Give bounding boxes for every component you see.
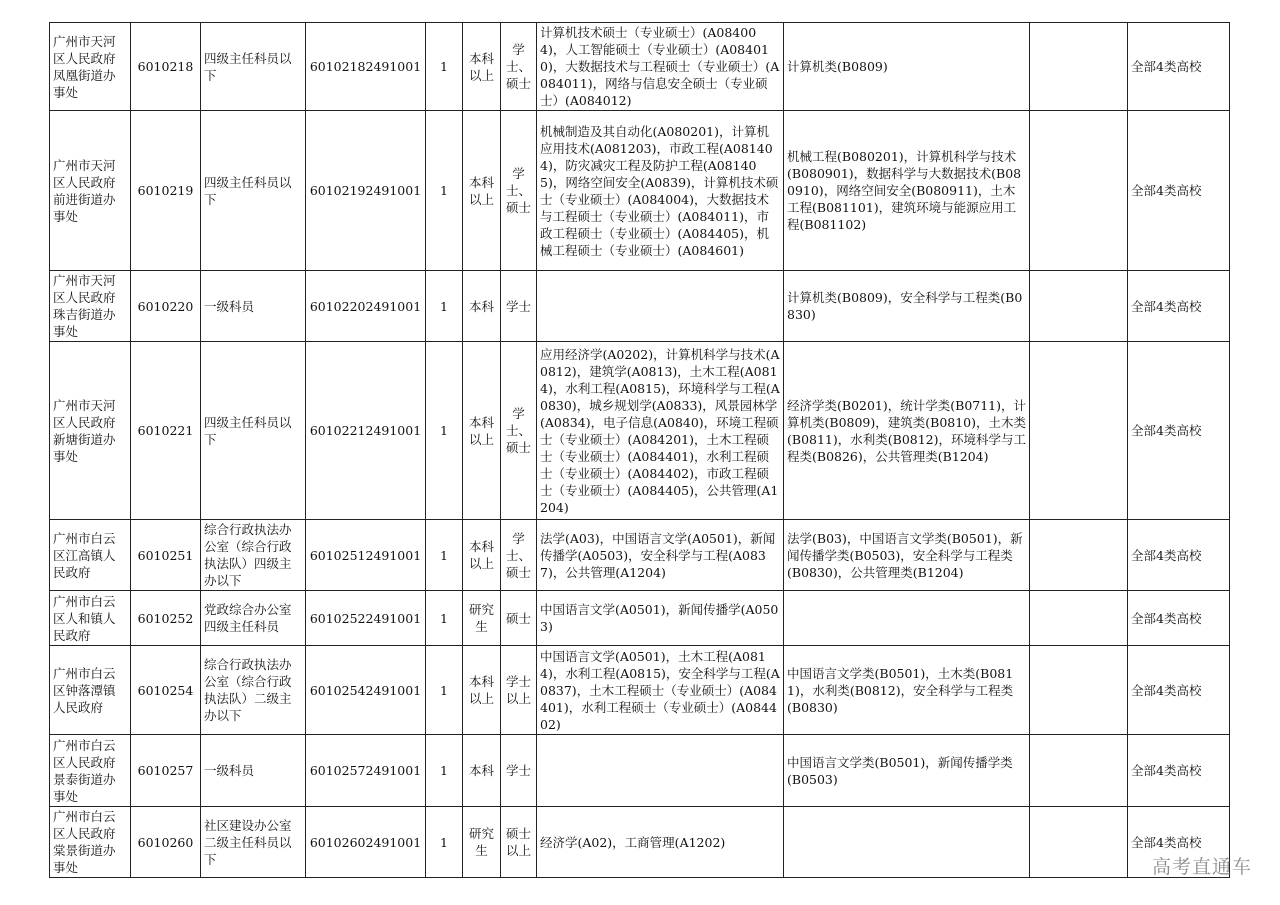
count-cell: 1: [426, 591, 463, 646]
education-cell: 研究生: [463, 807, 501, 878]
undergrad-majors-cell: 计算机类(B0809): [784, 23, 1030, 111]
education-cell: 本科以上: [463, 111, 501, 271]
other-cell: [1030, 271, 1128, 342]
schools-cell: 全部4类高校: [1128, 271, 1230, 342]
count-cell: 1: [426, 646, 463, 735]
other-cell: [1030, 591, 1128, 646]
schools-cell: 全部4类高校: [1128, 807, 1230, 878]
unit-cell: 广州市天河区人民政府新塘街道办事处: [50, 342, 131, 520]
undergrad-majors-cell: 计算机类(B0809)，安全科学与工程类(B0830): [784, 271, 1030, 342]
position-cell: 四级主任科员以下: [201, 342, 306, 520]
watermark: 高考直通车: [1151, 856, 1252, 878]
schools-cell: 全部4类高校: [1128, 646, 1230, 735]
count-cell: 1: [426, 735, 463, 807]
position-code-cell: 60102202491001: [306, 271, 426, 342]
grad-majors-cell: 中国语言文学(A0501)，土木工程(A0814)，水利工程(A0815)，安全科学与工程(A0837)，土木工程硕士（专业硕士）(A084401)，水利工程硕士（专业硕士）(A084402): [537, 646, 784, 735]
education-cell: 本科: [463, 271, 501, 342]
position-code-cell: 60102542491001: [306, 646, 426, 735]
other-cell: [1030, 111, 1128, 271]
position-cell: 党政综合办公室四级主任科员: [201, 591, 306, 646]
table-row: [50, 111, 1230, 271]
unit-code-cell: 6010221: [131, 342, 201, 520]
unit-cell: 广州市白云区钟落潭镇人民政府: [50, 646, 131, 735]
grad-majors-cell: 机械制造及其自动化(A080201)，计算机应用技术(A081203)，市政工程(A081404)，防灾减灾工程及防护工程(A081405)，网络空间安全(A0839)，计算机技术硕士（专业硕士）(A084004)，大数据技术与工程硕士（专业硕士）(A084011)，市政工程硕士（专业硕士）(A084405)，机械工程硕士（专业硕士）(A084601): [537, 111, 784, 271]
undergrad-majors-cell: 经济学类(B0201)，统计学类(B0711)，计算机类(B0809)，建筑类(B0810)，土木类(B0811)，水利类(B0812)，环境科学与工程类(B0826)，公共管理类(B1204): [784, 342, 1030, 520]
undergrad-majors-cell: [784, 591, 1030, 646]
count-cell: 1: [426, 342, 463, 520]
table-row: [50, 646, 1230, 735]
position-code-cell: 60102572491001: [306, 735, 426, 807]
education-cell: 研究生: [463, 591, 501, 646]
schools-cell: 全部4类高校: [1128, 520, 1230, 591]
count-cell: 1: [426, 520, 463, 591]
grad-majors-cell: 经济学(A02)，工商管理(A1202): [537, 807, 784, 878]
position-code-cell: 60102192491001: [306, 111, 426, 271]
unit-code-cell: 6010218: [131, 23, 201, 111]
position-cell: 一级科员: [201, 271, 306, 342]
degree-cell: 学士以上: [501, 646, 537, 735]
table-row: [50, 342, 1230, 520]
position-code-cell: 60102522491001: [306, 591, 426, 646]
grad-majors-cell: 法学(A03)，中国语言文学(A0501)，新闻传播学(A0503)，安全科学与工程(A0837)，公共管理(A1204): [537, 520, 784, 591]
position-code-cell: 60102602491001: [306, 807, 426, 878]
position-cell: 一级科员: [201, 735, 306, 807]
schools-cell: 全部4类高校: [1128, 591, 1230, 646]
education-cell: 本科以上: [463, 520, 501, 591]
education-cell: 本科以上: [463, 646, 501, 735]
education-cell: 本科: [463, 735, 501, 807]
schools-cell: 全部4类高校: [1128, 23, 1230, 111]
education-cell: 本科以上: [463, 342, 501, 520]
degree-cell: 学士: [501, 735, 537, 807]
position-cell: 综合行政执法办公室（综合行政执法队）四级主办以下: [201, 520, 306, 591]
undergrad-majors-cell: [784, 807, 1030, 878]
schools-cell: 全部4类高校: [1128, 111, 1230, 271]
unit-code-cell: 6010251: [131, 520, 201, 591]
table-body: [50, 23, 1230, 878]
schools-cell: 全部4类高校: [1128, 735, 1230, 807]
position-cell: 四级主任科员以下: [201, 23, 306, 111]
other-cell: [1030, 23, 1128, 111]
unit-code-cell: 6010254: [131, 646, 201, 735]
schools-cell: 全部4类高校: [1128, 342, 1230, 520]
unit-cell: 广州市白云区人和镇人民政府: [50, 591, 131, 646]
unit-cell: 广州市白云区人民政府景泰街道办事处: [50, 735, 131, 807]
other-cell: [1030, 646, 1128, 735]
degree-cell: 学士: [501, 271, 537, 342]
other-cell: [1030, 735, 1128, 807]
degree-cell: 学士、硕士: [501, 520, 537, 591]
education-cell: 本科以上: [463, 23, 501, 111]
other-cell: [1030, 807, 1128, 878]
degree-cell: 硕士: [501, 591, 537, 646]
other-cell: [1030, 342, 1128, 520]
position-code-cell: 60102212491001: [306, 342, 426, 520]
position-cell: 社区建设办公室二级主任科员以下: [201, 807, 306, 878]
position-code-cell: 60102512491001: [306, 520, 426, 591]
other-cell: [1030, 520, 1128, 591]
table-row: [50, 271, 1230, 342]
degree-cell: 学士、硕士: [501, 342, 537, 520]
recruitment-table: [49, 22, 1230, 878]
count-cell: 1: [426, 23, 463, 111]
position-code-cell: 60102182491001: [306, 23, 426, 111]
count-cell: 1: [426, 111, 463, 271]
undergrad-majors-cell: 法学(B03)，中国语言文学类(B0501)，新闻传播学类(B0503)，安全科学与工程类(B0830)，公共管理类(B1204): [784, 520, 1030, 591]
position-cell: 四级主任科员以下: [201, 111, 306, 271]
unit-cell: 广州市白云区人民政府棠景街道办事处: [50, 807, 131, 878]
undergrad-majors-cell: 中国语言文学类(B0501)，土木类(B0811)，水利类(B0812)，安全科学与工程类(B0830): [784, 646, 1030, 735]
unit-code-cell: 6010220: [131, 271, 201, 342]
unit-code-cell: 6010252: [131, 591, 201, 646]
count-cell: 1: [426, 271, 463, 342]
grad-majors-cell: 计算机技术硕士（专业硕士）(A084004)，人工智能硕士（专业硕士）(A084010)，大数据技术与工程硕士（专业硕士）(A084011)，网络与信息安全硕士（专业硕士）(A084012): [537, 23, 784, 111]
grad-majors-cell: 中国语言文学(A0501)，新闻传播学(A0503): [537, 591, 784, 646]
table-row: [50, 807, 1230, 878]
degree-cell: 硕士以上: [501, 807, 537, 878]
table-row: [50, 23, 1230, 111]
unit-cell: 广州市天河区人民政府凤凰街道办事处: [50, 23, 131, 111]
unit-code-cell: 6010260: [131, 807, 201, 878]
table-row: [50, 735, 1230, 807]
undergrad-majors-cell: 机械工程(B080201)，计算机科学与技术(B080901)，数据科学与大数据技术(B080910)，网络空间安全(B080911)，土木工程(B081101)，建筑环境与能源应用工程(B081102): [784, 111, 1030, 271]
unit-cell: 广州市天河区人民政府前进街道办事处: [50, 111, 131, 271]
degree-cell: 学士、硕士: [501, 23, 537, 111]
count-cell: 1: [426, 807, 463, 878]
unit-code-cell: 6010219: [131, 111, 201, 271]
grad-majors-cell: [537, 735, 784, 807]
unit-cell: 广州市白云区江高镇人民政府: [50, 520, 131, 591]
unit-code-cell: 6010257: [131, 735, 201, 807]
table-row: [50, 520, 1230, 591]
grad-majors-cell: [537, 271, 784, 342]
position-cell: 综合行政执法办公室（综合行政执法队）二级主办以下: [201, 646, 306, 735]
undergrad-majors-cell: 中国语言文学类(B0501)，新闻传播学类(B0503): [784, 735, 1030, 807]
table-row: [50, 591, 1230, 646]
degree-cell: 学士、硕士: [501, 111, 537, 271]
unit-cell: 广州市天河区人民政府珠吉街道办事处: [50, 271, 131, 342]
grad-majors-cell: 应用经济学(A0202)，计算机科学与技术(A0812)，建筑学(A0813)，土木工程(A0814)，水利工程(A0815)，环境科学与工程(A0830)，城乡规划学(A0833)，风景园林学(A0834)，电子信息(A0840)，环境工程硕士（专业硕士）(A084201)，土木工程硕士（专业硕士）(A084401)，水利工程硕士（专业硕士）(A084402)，市政工程硕士（专业硕士）(A084405)，公共管理(A1204): [537, 342, 784, 520]
